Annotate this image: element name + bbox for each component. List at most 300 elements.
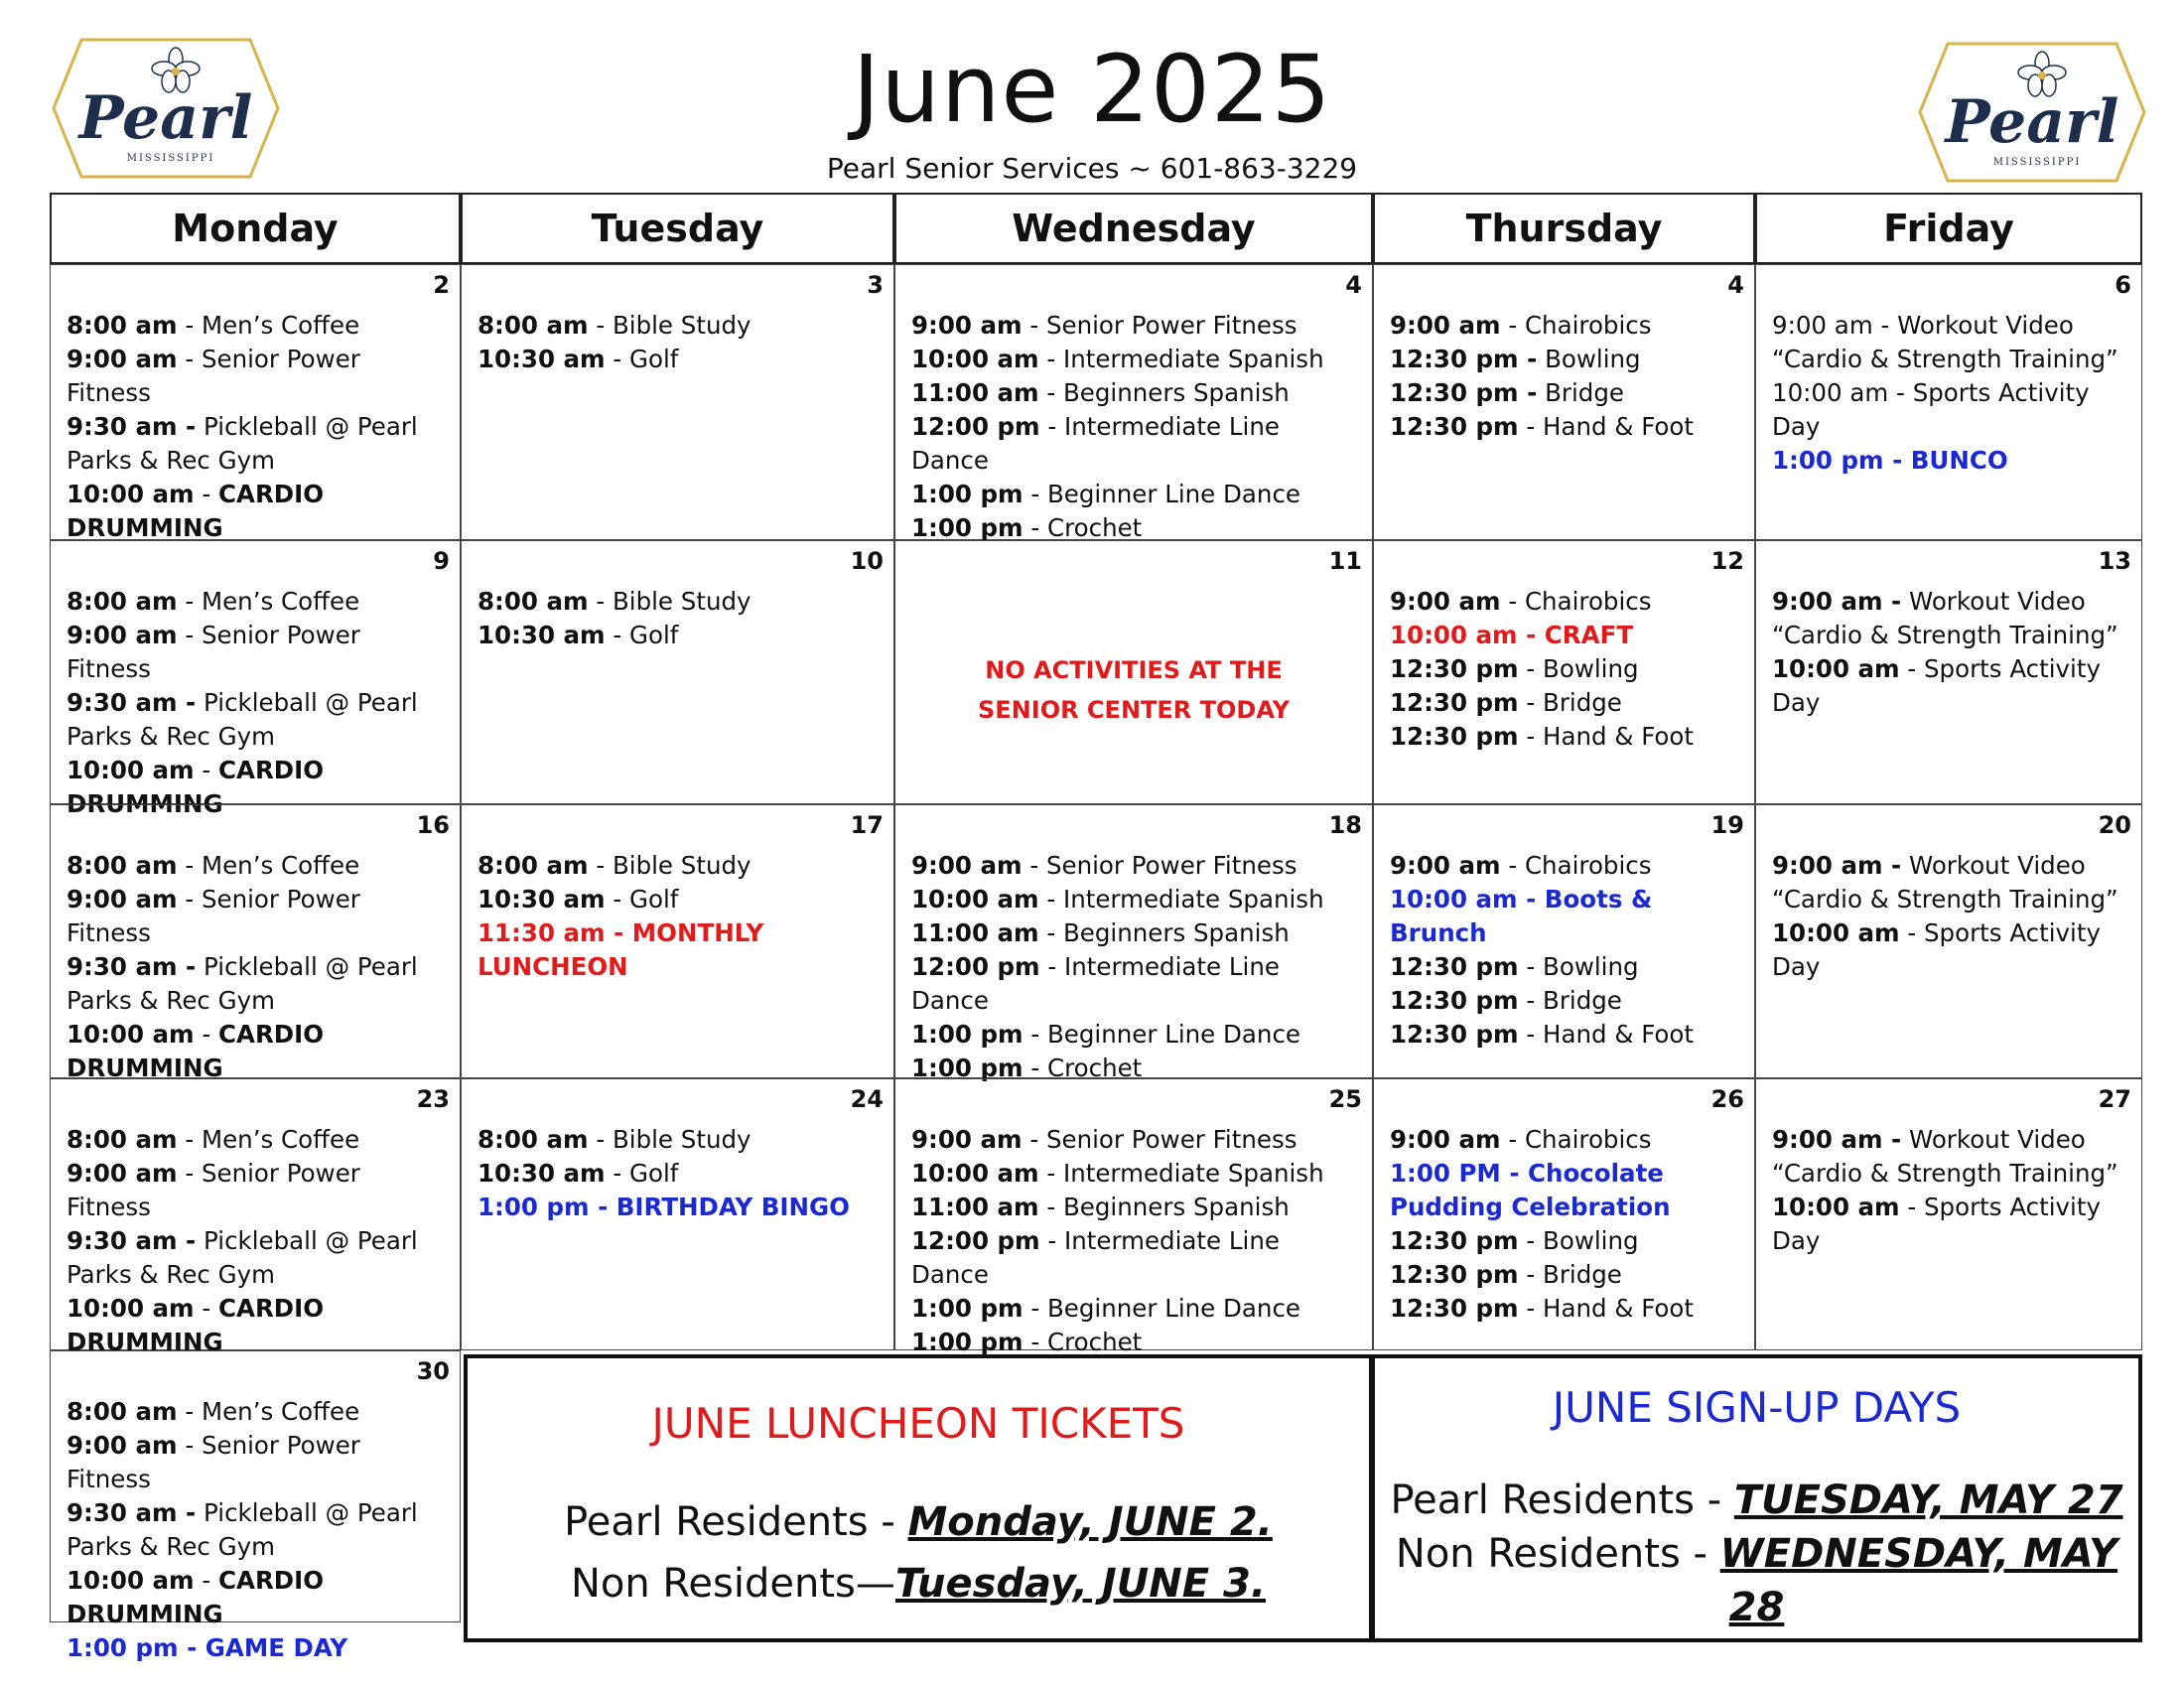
event-time: 10:00 am — [67, 1020, 195, 1049]
day-cell — [1755, 804, 2142, 1078]
event-item — [911, 950, 1358, 1018]
day-number: 17 — [850, 811, 884, 839]
day-cell — [1755, 540, 2142, 804]
event-text: Workout Video “Cardio & Strength Training” — [1772, 851, 2118, 914]
event-list — [1390, 309, 1740, 444]
event-text: Hand & Foot — [1543, 722, 1695, 751]
event-separator: - — [1518, 722, 1544, 751]
day-cell — [894, 540, 1373, 804]
event-text: Pickleball @ Pearl Parks & Rec Gym — [67, 412, 418, 475]
event-separator — [196, 688, 204, 717]
luncheon-line-residents: Pearl Residents - Monday, JUNE 2. — [564, 1499, 1273, 1545]
event-text: 9:00 am - Workout Video “Cardio & Strength Training” — [1772, 311, 2118, 373]
event-text: Crochet — [1046, 513, 1143, 542]
event-list — [1772, 849, 2127, 984]
event-time: 10:00 am — [1772, 1193, 1900, 1221]
event-text: 11:30 am - MONTHLY LUNCHEON — [478, 918, 764, 981]
day-number: 3 — [867, 271, 884, 299]
event-list — [67, 1123, 446, 1359]
event-list — [478, 1123, 880, 1224]
event-time: 9:00 am — [67, 1431, 178, 1460]
event-time: 1:00 pm — [911, 513, 1024, 542]
event-separator: - — [588, 587, 613, 616]
day-cell — [1755, 1078, 2142, 1350]
event-time: 12:30 pm — [1390, 986, 1519, 1015]
event-text: 1:00 pm - GAME DAY — [67, 1633, 348, 1662]
weekday-header-monday: Monday — [50, 193, 461, 264]
event-time: 10:00 am — [911, 885, 1039, 914]
event-time: 9:00 am — [1390, 1125, 1501, 1154]
event-time: 12:30 pm — [1390, 1294, 1519, 1323]
weekday-header-thursday: Thursday — [1373, 193, 1755, 264]
event-item — [478, 585, 880, 619]
event-separator: - — [1023, 1020, 1047, 1049]
event-separator: - — [177, 1125, 202, 1154]
event-time: 12:30 pm - — [1390, 378, 1538, 407]
event-list — [911, 849, 1358, 1085]
event-list — [67, 309, 446, 545]
event-item — [1390, 585, 1740, 619]
event-separator: - — [194, 1566, 218, 1595]
event-time: 10:00 am — [67, 756, 195, 784]
event-text: Senior Power Fitness — [1045, 1125, 1297, 1154]
event-list — [1772, 585, 2127, 720]
event-text: Workout Video “Cardio & Strength Training” — [1772, 1125, 2118, 1188]
event-text: Bible Study — [612, 1125, 751, 1154]
event-time: 10:30 am — [478, 345, 606, 373]
event-item — [1390, 1258, 1740, 1292]
event-time: 8:00 am — [478, 1125, 589, 1154]
event-separator: - — [605, 1159, 629, 1188]
event-separator — [196, 1226, 204, 1255]
event-item — [67, 1123, 446, 1157]
event-item — [67, 478, 446, 545]
event-item — [1772, 652, 2127, 720]
event-time: 9:00 am — [67, 1159, 178, 1188]
svg-text:Pearl: Pearl — [1945, 87, 2119, 157]
event-item — [67, 1224, 446, 1292]
event-time: 9:30 am - — [67, 688, 197, 717]
event-item — [911, 376, 1358, 410]
event-item — [911, 343, 1358, 376]
event-item — [1390, 619, 1740, 652]
event-separator: - — [1500, 851, 1525, 880]
luncheon-box-title: JUNE LUNCHEON TICKETS — [651, 1399, 1185, 1448]
page-title: June 2025 — [852, 36, 1332, 144]
event-item — [1390, 1224, 1740, 1258]
event-text: 1:00 pm - BUNCO — [1772, 446, 2008, 475]
day-number: 25 — [1328, 1085, 1362, 1113]
event-text: Golf — [629, 1159, 679, 1188]
event-text: CARDIO DRUMMING — [67, 1294, 325, 1356]
event-item — [478, 849, 880, 883]
event-separator: - — [177, 885, 202, 914]
event-item — [1772, 1123, 2127, 1191]
event-text: Hand & Foot — [1543, 1020, 1695, 1049]
event-item — [1390, 343, 1740, 376]
day-number: 30 — [416, 1357, 450, 1385]
event-item — [67, 1395, 446, 1429]
event-item — [478, 309, 880, 343]
event-item — [478, 883, 880, 916]
event-separator: - — [177, 851, 202, 880]
event-time: 12:30 pm — [1390, 952, 1519, 981]
event-separator — [196, 412, 204, 441]
event-separator — [196, 952, 204, 981]
day-number: 10 — [850, 547, 884, 575]
event-text: Men’s Coffee — [201, 587, 360, 616]
event-time: 10:00 am — [67, 480, 195, 508]
event-item — [67, 883, 446, 950]
event-time: 9:30 am - — [67, 1498, 197, 1527]
day-cell — [1755, 264, 2142, 540]
event-separator: - — [1022, 851, 1046, 880]
day-cell — [50, 804, 461, 1082]
event-separator: - — [1518, 1226, 1544, 1255]
event-text: 1:00 PM - Chocolate Pudding Celebration — [1390, 1159, 1671, 1221]
event-text: Men’s Coffee — [201, 1397, 360, 1426]
event-time: 9:00 am - — [1772, 587, 1902, 616]
event-item — [911, 1224, 1358, 1292]
event-time: 9:00 am — [67, 345, 178, 373]
event-text: Beginner Line Dance — [1046, 1294, 1300, 1323]
event-time: 12:30 pm — [1390, 688, 1519, 717]
event-text: 10:00 am - Sports Activity Day — [1772, 378, 2090, 441]
event-item — [1390, 883, 1740, 950]
event-text: Golf — [629, 885, 679, 914]
event-separator: - — [605, 621, 629, 649]
event-separator: - — [177, 1431, 202, 1460]
day-number: 23 — [416, 1085, 450, 1113]
signup-line-nonresidents: Non Residents - WEDNESDAY, MAY 28 — [1395, 1531, 2118, 1630]
day-cell — [461, 540, 894, 804]
event-list — [478, 849, 880, 984]
event-separator: - — [1500, 587, 1525, 616]
event-item — [478, 1157, 880, 1191]
event-time: 1:00 pm — [911, 480, 1024, 508]
luncheon-line-nonresidents: Non Residents—Tuesday, JUNE 3. — [570, 1561, 1267, 1607]
event-list — [478, 585, 880, 652]
note-line: NO ACTIVITIES AT THE — [985, 656, 1283, 684]
event-text: CARDIO DRUMMING — [67, 1566, 325, 1628]
event-list — [67, 585, 446, 821]
event-separator — [1901, 587, 1909, 616]
event-item — [911, 309, 1358, 343]
event-text: Bridge — [1543, 688, 1622, 717]
event-time: 8:00 am — [478, 311, 589, 340]
event-time: 9:30 am - — [67, 1226, 197, 1255]
day-number: 18 — [1328, 811, 1362, 839]
day-cell — [894, 1078, 1373, 1356]
event-text: Beginner Line Dance — [1046, 480, 1300, 508]
event-text: Intermediate Line Dance — [911, 1226, 1280, 1289]
event-time: 9:00 am — [67, 621, 178, 649]
event-list — [67, 1395, 446, 1665]
event-text: Senior Power Fitness — [67, 885, 360, 947]
event-text: Hand & Foot — [1543, 412, 1695, 441]
event-time: 10:00 am — [1772, 654, 1900, 683]
event-separator: - — [1039, 952, 1065, 981]
event-time: 9:30 am - — [67, 412, 197, 441]
event-separator: - — [194, 756, 218, 784]
event-separator: - — [1899, 1193, 1924, 1221]
signup-line-residents: Pearl Residents - TUESDAY, MAY 27 — [1390, 1477, 2123, 1523]
event-time: 8:00 am — [478, 587, 589, 616]
event-text: Intermediate Line Dance — [911, 412, 1280, 475]
event-text: Chairobics — [1524, 851, 1652, 880]
event-separator: - — [1518, 688, 1544, 717]
event-separator: - — [1518, 1294, 1544, 1323]
day-number: 2 — [433, 271, 450, 299]
event-list — [1772, 1123, 2127, 1258]
page-subtitle: Pearl Senior Services ~ 601-863-3229 — [826, 152, 1358, 185]
event-text: Men’s Coffee — [201, 1125, 360, 1154]
event-item — [911, 1191, 1358, 1224]
event-text: Bridge — [1543, 986, 1622, 1015]
event-text: Hand & Foot — [1543, 1294, 1695, 1323]
event-separator: - — [177, 1159, 202, 1188]
weekday-header-wednesday: Wednesday — [894, 193, 1373, 264]
day-cell — [894, 264, 1373, 540]
event-separator: - — [1899, 918, 1924, 947]
event-time: 9:00 am — [911, 311, 1023, 340]
luncheon-tickets-box — [464, 1354, 1373, 1642]
svg-text:MISSISSIPPI: MISSISSIPPI — [1992, 157, 2082, 168]
event-separator: - — [1038, 1159, 1063, 1188]
event-item — [1390, 1018, 1740, 1052]
day-cell — [50, 1078, 461, 1356]
event-time: 9:00 am - — [1772, 1125, 1902, 1154]
signup-box-title: JUNE SIGN-UP DAYS — [1552, 1383, 1962, 1432]
event-text: 10:00 am - Boots & Brunch — [1390, 885, 1653, 947]
event-text: Crochet — [1046, 1328, 1143, 1356]
event-text: Bible Study — [612, 311, 751, 340]
event-separator: - — [177, 587, 202, 616]
day-number: 4 — [1727, 271, 1744, 299]
event-text: Beginner Line Dance — [1046, 1020, 1300, 1049]
event-item — [67, 1292, 446, 1359]
event-text: 10:00 am - CRAFT — [1390, 621, 1634, 649]
event-text: Intermediate Spanish — [1063, 1159, 1324, 1188]
event-text: Pickleball @ Pearl Parks & Rec Gym — [67, 1498, 418, 1561]
event-item — [67, 585, 446, 619]
event-text: Intermediate Line Dance — [911, 952, 1280, 1015]
event-time: 8:00 am — [67, 587, 178, 616]
event-time: 11:00 am — [911, 918, 1039, 947]
event-item — [67, 1018, 446, 1085]
day-cell — [50, 264, 461, 540]
event-separator: - — [1023, 1054, 1047, 1082]
day-number: 11 — [1328, 547, 1362, 575]
event-separator — [196, 1498, 204, 1527]
event-time: 12:30 pm — [1390, 1020, 1519, 1049]
event-item — [67, 1564, 446, 1631]
event-text: Chairobics — [1524, 1125, 1652, 1154]
event-item — [911, 1292, 1358, 1326]
event-list — [67, 849, 446, 1085]
event-time: 10:30 am — [478, 885, 606, 914]
event-separator: - — [588, 851, 613, 880]
event-item — [911, 478, 1358, 511]
event-separator: - — [1023, 513, 1047, 542]
day-number: 24 — [850, 1085, 884, 1113]
event-separator: - — [194, 1020, 218, 1049]
event-separator: - — [1038, 918, 1063, 947]
day-cell — [50, 1350, 461, 1662]
event-text: Intermediate Spanish — [1063, 885, 1324, 914]
day-cell — [461, 264, 894, 540]
event-separator: - — [1022, 311, 1046, 340]
event-text: Pickleball @ Pearl Parks & Rec Gym — [67, 688, 418, 751]
event-item — [478, 1123, 880, 1157]
event-time: 9:30 am - — [67, 952, 197, 981]
event-time: 10:00 am — [1772, 918, 1900, 947]
day-cell — [894, 804, 1373, 1082]
weekday-header-tuesday: Tuesday — [461, 193, 894, 264]
event-item — [1390, 1292, 1740, 1326]
event-item — [67, 686, 446, 754]
event-text: Chairobics — [1524, 587, 1652, 616]
event-separator: - — [588, 311, 613, 340]
event-text: Bible Study — [612, 587, 751, 616]
event-time: 9:00 am — [1390, 851, 1501, 880]
event-item — [1390, 686, 1740, 720]
event-list — [478, 309, 880, 376]
event-separator: - — [588, 1125, 613, 1154]
event-time: 12:30 pm — [1390, 412, 1519, 441]
event-time: 11:00 am — [911, 1193, 1039, 1221]
event-text: Senior Power Fitness — [67, 621, 360, 683]
event-separator: - — [177, 311, 202, 340]
event-list — [1390, 585, 1740, 754]
event-text: Beginners Spanish — [1063, 378, 1290, 407]
event-item — [67, 950, 446, 1018]
event-item — [478, 343, 880, 376]
event-time: 8:00 am — [67, 1397, 178, 1426]
event-separator: - — [1038, 378, 1063, 407]
event-item — [67, 619, 446, 686]
event-time: 9:00 am — [911, 1125, 1023, 1154]
event-time: 9:00 am - — [1772, 851, 1902, 880]
signup-days-box — [1371, 1354, 2142, 1642]
event-time: 12:00 pm — [911, 952, 1040, 981]
event-time: 11:00 am — [911, 378, 1039, 407]
event-separator: - — [1022, 1125, 1046, 1154]
event-separator — [1537, 378, 1545, 407]
day-number: 9 — [433, 547, 450, 575]
event-text: CARDIO DRUMMING — [67, 756, 325, 818]
event-text: 1:00 pm - BIRTHDAY BINGO — [478, 1193, 850, 1221]
event-text: Bowling — [1543, 654, 1639, 683]
event-time: 1:00 pm — [911, 1054, 1024, 1082]
event-item — [911, 1157, 1358, 1191]
event-text: Bridge — [1543, 1260, 1622, 1289]
event-item — [1390, 410, 1740, 444]
day-cell — [461, 1078, 894, 1350]
event-separator: - — [1518, 1020, 1544, 1049]
event-text: Bridge — [1545, 378, 1624, 407]
event-item — [67, 309, 446, 343]
event-item — [911, 1123, 1358, 1157]
event-separator: - — [1899, 654, 1924, 683]
day-number: 27 — [2098, 1085, 2131, 1113]
weekday-header-friday: Friday — [1755, 193, 2142, 264]
event-separator: - — [605, 345, 629, 373]
event-item — [1772, 849, 2127, 916]
event-separator: - — [1039, 412, 1065, 441]
event-time: 12:30 pm — [1390, 654, 1519, 683]
event-item — [67, 1631, 446, 1665]
event-text: Golf — [629, 345, 679, 373]
event-separator: - — [1518, 986, 1544, 1015]
event-time: 9:00 am — [1390, 587, 1501, 616]
day-cell — [1373, 540, 1755, 804]
event-item — [911, 883, 1358, 916]
day-number: 16 — [416, 811, 450, 839]
event-separator: - — [605, 885, 629, 914]
event-separator: - — [1518, 412, 1544, 441]
event-text: Sports Activity Day — [1772, 918, 2101, 981]
event-separator — [1901, 1125, 1909, 1154]
svg-text:MISSISSIPPI: MISSISSIPPI — [126, 153, 215, 164]
event-item — [1390, 652, 1740, 686]
event-text: Chairobics — [1524, 311, 1652, 340]
event-text: Pickleball @ Pearl Parks & Rec Gym — [67, 952, 418, 1015]
event-separator: - — [1023, 1328, 1047, 1356]
event-text: CARDIO DRUMMING — [67, 480, 325, 542]
event-separator: - — [194, 480, 218, 508]
day-number: 26 — [1710, 1085, 1744, 1113]
event-text: Senior Power Fitness — [67, 1159, 360, 1221]
event-item — [478, 1191, 880, 1224]
event-text: Crochet — [1046, 1054, 1143, 1082]
event-item — [67, 1496, 446, 1564]
event-time: 9:00 am — [1390, 311, 1501, 340]
day-number: 4 — [1345, 271, 1362, 299]
event-item — [67, 343, 446, 410]
event-list — [1390, 849, 1740, 1052]
event-item — [1390, 309, 1740, 343]
event-text: Senior Power Fitness — [67, 345, 360, 407]
day-cell — [1373, 264, 1755, 540]
event-separator: - — [1039, 1226, 1065, 1255]
event-separator: - — [194, 1294, 218, 1323]
event-time: 9:00 am — [67, 885, 178, 914]
event-item — [911, 916, 1358, 950]
event-item — [478, 619, 880, 652]
event-item — [67, 410, 446, 478]
event-separator: - — [1023, 1294, 1047, 1323]
event-item — [67, 1429, 446, 1496]
event-text: Sports Activity Day — [1772, 1193, 2101, 1255]
event-time: 10:00 am — [67, 1566, 195, 1595]
day-cell — [1373, 804, 1755, 1078]
event-item — [67, 1157, 446, 1224]
event-text: Beginners Spanish — [1063, 918, 1290, 947]
event-item — [911, 1018, 1358, 1052]
event-text: CARDIO DRUMMING — [67, 1020, 325, 1082]
event-list — [911, 309, 1358, 545]
event-time: 12:30 pm — [1390, 1260, 1519, 1289]
event-separator: - — [1038, 1193, 1063, 1221]
event-item — [911, 410, 1358, 478]
day-cell — [1373, 1078, 1755, 1350]
event-text: Bowling — [1543, 952, 1639, 981]
event-time: 8:00 am — [67, 1125, 178, 1154]
event-time: 1:00 pm — [911, 1294, 1024, 1323]
event-item — [911, 849, 1358, 883]
event-time: 9:00 am — [911, 851, 1023, 880]
